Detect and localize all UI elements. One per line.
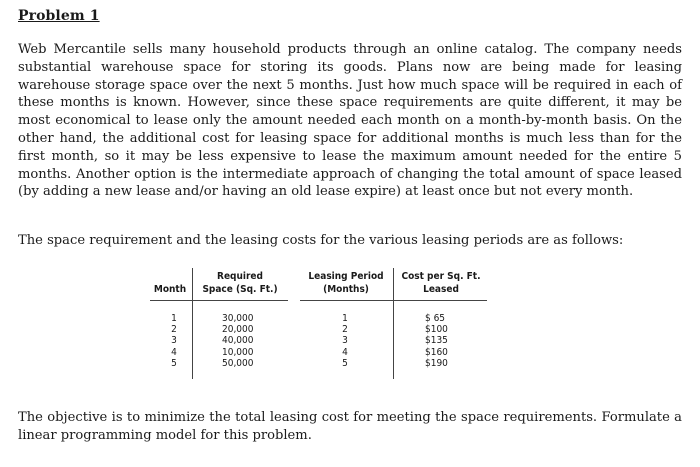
month-column — [168, 313, 180, 369]
period-cell: 3 — [342, 335, 348, 347]
table-intro-text: The space requirement and the leasing costs for the various leasing periods are as follows: — [18, 233, 624, 248]
divider-period-cost — [393, 268, 394, 379]
month-cell: 2 — [171, 324, 177, 336]
space-cell: 40,000 — [222, 335, 254, 347]
header-leasing-period — [300, 270, 392, 296]
period-cell: 5 — [342, 357, 348, 369]
period-column — [339, 313, 351, 369]
objective-text: The objective is to minimize the total leasing cost for meeting the space requirements. Formulate a linear programming model for this problem. — [18, 410, 682, 443]
header-cost — [395, 270, 487, 296]
cost-cell: $190 — [425, 357, 448, 369]
period-cell: 1 — [342, 313, 348, 324]
header-period-line2: (Months) — [323, 284, 369, 295]
header-cost-line1: Cost per Sq. Ft. — [401, 271, 481, 282]
header-cost-line2: Leased — [423, 284, 459, 295]
period-cell: 2 — [342, 324, 348, 336]
cost-cell: $135 — [425, 335, 448, 347]
divider-month-space — [192, 268, 193, 379]
cost-cell: $100 — [425, 324, 448, 336]
header-required-line2: Space (Sq. Ft.) — [202, 284, 278, 295]
problem-description: Web Mercantile sells many household products through an online catalog. The company needs substantial warehouse space for storing its goods. Plans now are being made for leasing warehouse storage space over the next 5 months. Just how much space will be required in each of these months is known. However, since these space requirements are quite different, it may be most economical to lease only the amount needed each month on a month-by-month basis. On the other hand, the additional cost for leasing space for additional months is much less than for the first month, so it may be less expensive to lease the maximum amount needed for the entire 5 months. Another option is the intermediate approach of changing the total amount of space leased (by adding a new lease and/or having an old lease expire) at least once but not every month. — [18, 42, 682, 200]
header-period-line1: Leasing Period — [308, 271, 384, 282]
space-cell: 50,000 — [222, 357, 254, 369]
header-month: Month — [153, 284, 187, 295]
header-rule-left — [150, 300, 288, 301]
month-cell: 1 — [171, 313, 177, 324]
month-cell: 5 — [171, 357, 177, 369]
space-cell: 10,000 — [222, 346, 254, 358]
cost-column — [425, 313, 475, 369]
header-required-line1: Required — [217, 271, 263, 282]
header-required-space — [194, 270, 286, 296]
month-cell: 3 — [171, 335, 177, 347]
month-cell: 4 — [171, 346, 177, 358]
space-cell: 20,000 — [222, 324, 254, 336]
space-cell: 30,000 — [222, 313, 254, 324]
period-cell: 4 — [342, 346, 348, 358]
problem-title: Problem 1 — [18, 8, 100, 24]
cost-cell: $ 65 — [425, 313, 446, 324]
cost-cell: $160 — [425, 346, 448, 358]
space-column — [222, 313, 282, 369]
